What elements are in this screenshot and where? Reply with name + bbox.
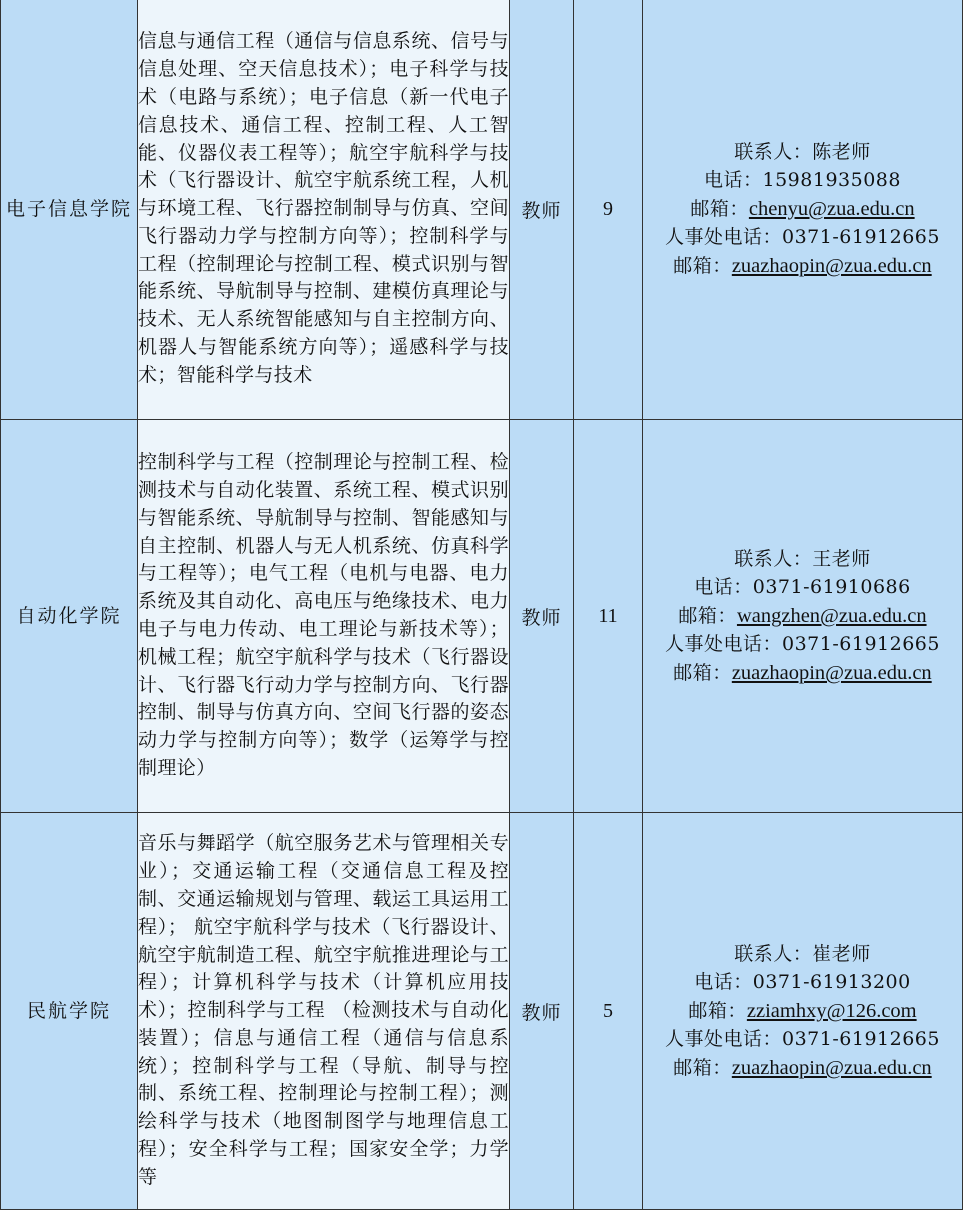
contact-email-line (643, 195, 962, 224)
contact-phone: 电话：0371-61913200 (694, 971, 911, 994)
contact-cell (643, 813, 963, 1210)
college-cell: 电子信息学院 (1, 0, 138, 420)
hr-phone: 人事处电话：0371-61912665 (665, 633, 940, 656)
post-cell: 教师 (510, 813, 574, 1210)
headcount-cell: 5 (574, 813, 643, 1210)
email-label: 邮箱： (673, 254, 732, 277)
table-row (1, 420, 963, 813)
contact-email-link[interactable]: zziamhxy@126.com (746, 999, 917, 1022)
hr-email-line (643, 659, 962, 688)
contact-phone: 电话：0371-61910686 (694, 576, 911, 599)
majors-cell: 控制科学与工程（控制理论与控制工程、检测技术与自动化装置、系统工程、模式识别与智能系统、导航制导与控制、智能感知与自主控制、机器人与无人机系统、仿真科学与工程等）；电气工程（电机与电器、电力系统及其自动化、高电压与绝缘技术、电力电子与电力传动、电工理论与新技术等）；机械工程；航空宇航科学与技术（飞行器设计、飞行器飞行动力学与控制方向、飞行器控制、制导与仿真方向、空间飞行器的姿态动力学与控制方向等）；数学（运筹学与控制理论） (138, 420, 510, 813)
email-label: 邮箱： (673, 1056, 732, 1079)
contact-email-link[interactable]: wangzhen@zua.edu.cn (736, 604, 927, 627)
headcount-cell: 11 (574, 420, 643, 813)
hr-email-link[interactable]: zuazhaopin@zua.edu.cn (731, 254, 932, 277)
contact-email-line (643, 997, 962, 1026)
contact-person: 联系人：王老师 (734, 547, 871, 570)
college-cell: 自动化学院 (1, 420, 138, 813)
majors-cell: 音乐与舞蹈学（航空服务艺术与管理相关专业）；交通运输工程（交通信息工程及控制、交通运输规划与管理、载运工具运用工程）； 航空宇航科学与技术（飞行器设计、航空宇航制造工程、航空宇航推进理论与工程）；计算机科学与技术（计算机应用技术）；控制科学与工程 （检测技术与自动化装置）；信息与通信工程（通信与信息系统）；控制科学与工程（导航、制导与控制、系统工程、控制理论与控制工程）；测绘科学与技术（地图制图学与地理信息工程）；安全科学与工程；国家安全学；力学等 (138, 813, 510, 1210)
table-row (1, 813, 963, 1210)
college-cell: 民航学院 (1, 813, 138, 1210)
hr-phone: 人事处电话：0371-61912665 (665, 1028, 940, 1051)
email-label: 邮箱： (673, 661, 732, 684)
contact-email-line (643, 602, 962, 631)
contact-person: 联系人：崔老师 (734, 942, 871, 965)
contact-email-link[interactable]: chenyu@zua.edu.cn (748, 197, 915, 220)
post-cell: 教师 (510, 0, 574, 420)
hr-email-link[interactable]: zuazhaopin@zua.edu.cn (731, 1056, 932, 1079)
hr-email-line (643, 1054, 962, 1083)
email-label: 邮箱： (690, 197, 749, 220)
hr-email-link[interactable]: zuazhaopin@zua.edu.cn (731, 661, 932, 684)
contact-phone: 电话：15981935088 (704, 169, 901, 192)
contact-cell (643, 0, 963, 420)
contact-person: 联系人：陈老师 (734, 140, 871, 163)
table-row (1, 0, 963, 420)
email-label: 邮箱： (688, 999, 747, 1022)
contact-cell (643, 420, 963, 813)
majors-cell: 信息与通信工程（通信与信息系统、信号与信息处理、空天信息技术）；电子科学与技术（电路与系统）；电子信息（新一代电子信息技术、通信工程、控制工程、人工智能、仪器仪表工程等）；航空宇航科学与技术（飞行器设计、航空宇航系统工程，人机与环境工程、飞行器控制制导与仿真、空间飞行器动力学与控制方向等）；控制科学与工程（控制理论与控制工程、模式识别与智能系统、导航制导与控制、建模仿真理论与技术、无人系统智能感知与自主控制方向、机器人与智能系统方向等）；遥感科学与技术；智能科学与技术 (138, 0, 510, 420)
post-cell: 教师 (510, 420, 574, 813)
headcount-cell: 9 (574, 0, 643, 420)
hr-phone: 人事处电话：0371-61912665 (665, 226, 940, 249)
email-label: 邮箱： (678, 604, 737, 627)
hr-email-line (643, 252, 962, 281)
